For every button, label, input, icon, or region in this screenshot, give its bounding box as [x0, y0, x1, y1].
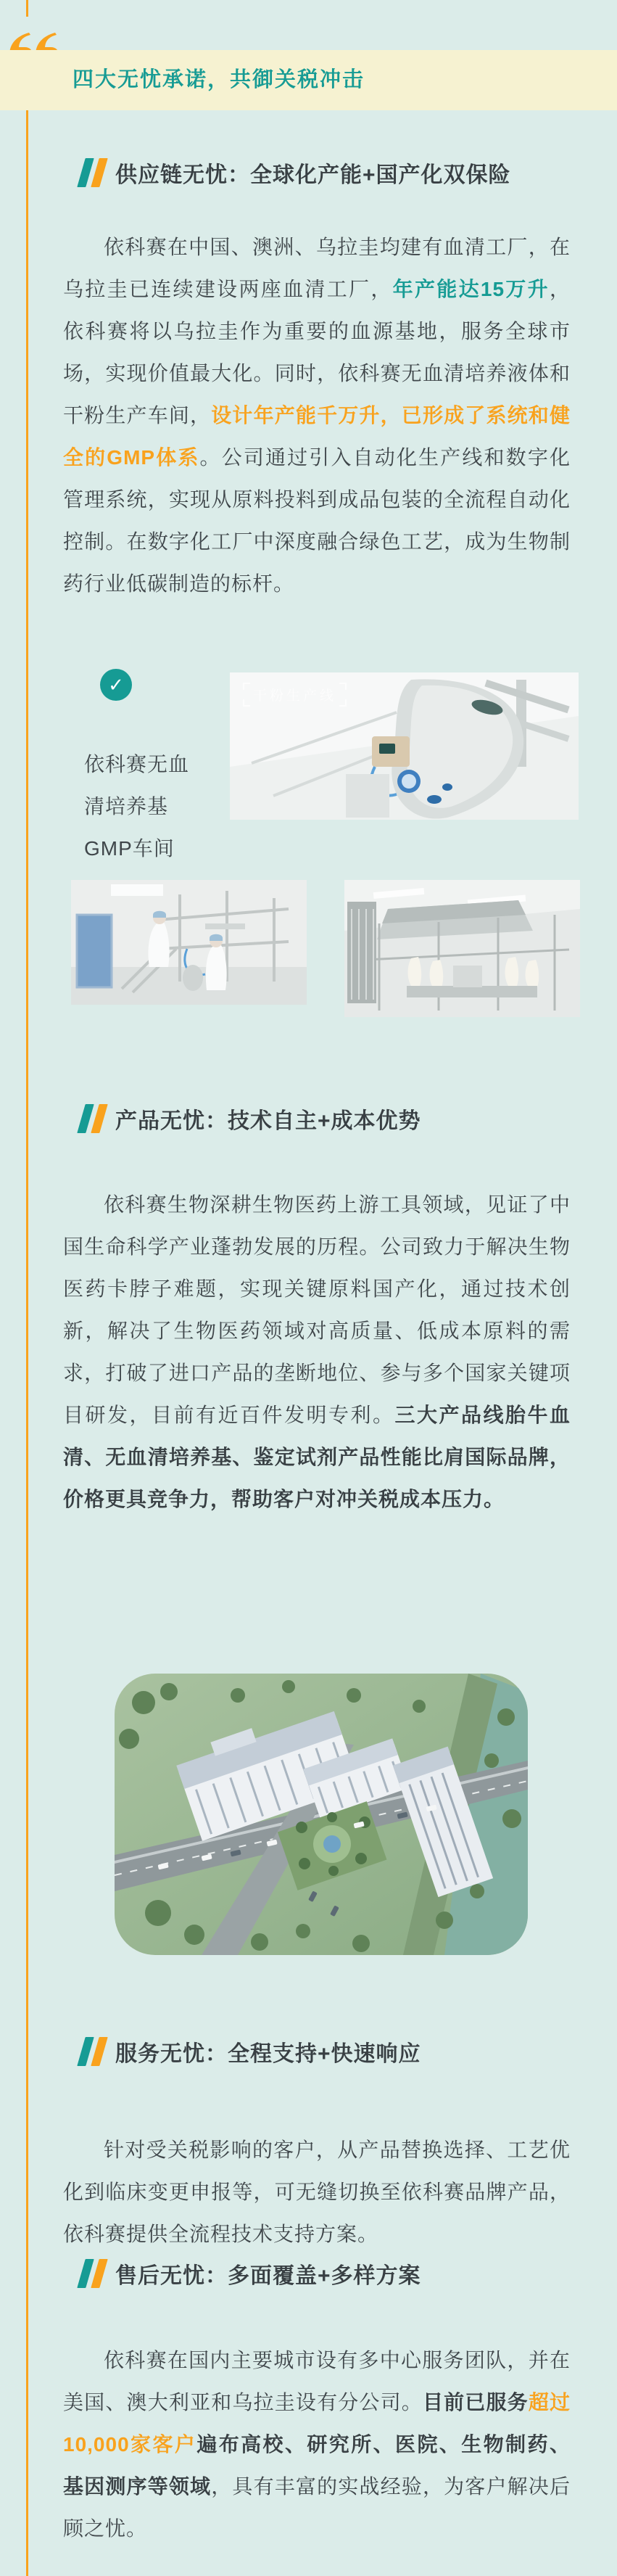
slash-icon-orange	[91, 2259, 107, 2288]
highlight-band	[0, 50, 617, 110]
page-title: 四大无忧承诺，共御关税冲击	[73, 68, 365, 91]
teal-highlight-text: 年产能达15万升	[392, 278, 550, 300]
paragraph-text: 。公司通过引入自动化生产线和数字化管理系统，实现从原料投料到成品包装的全流程自动化控制。在数字化工厂中深度融合绿色工艺，成为生物制药行业低碳制造的标杆。	[63, 446, 571, 595]
body-paragraph-service	[63, 2129, 571, 2255]
photo-cleanroom-operators[interactable]	[71, 880, 307, 1005]
body-paragraph-product	[63, 1184, 571, 1521]
gmp-workshop-caption: 依科赛无血清培养基GMP车间	[84, 753, 190, 860]
left-accent-line	[26, 78, 28, 2576]
double-slash-icon	[81, 2037, 104, 2066]
body-paragraph-aftersales	[63, 2340, 571, 2550]
paragraph-text: ，依科赛将以乌拉圭作为重要的血源基地，服务全球市场，实现价值最大化。同时，依科赛无血清培养液体和干粉生产车间，	[63, 278, 571, 427]
photo-campus-aerial[interactable]	[115, 1674, 528, 1955]
section-heading-text: 售后无忧：多面覆盖+多样方案	[115, 2264, 421, 2288]
double-slash-icon	[81, 2259, 104, 2288]
double-slash-icon	[81, 1104, 104, 1133]
bold-text: 目前已服务	[422, 2391, 529, 2414]
photo-label-text: 干粉生产线	[253, 688, 337, 704]
section-heading-text: 产品无忧：技术自主+成本优势	[115, 1109, 421, 1133]
body-paragraph-supply-chain	[63, 226, 571, 605]
bold-text: 三大产品线胎牛血清、无血清培养基、鉴定试剂产品性能比肩国际品牌，价格更具竞争力，帮助客户对冲关税成本压力。	[63, 1404, 571, 1510]
slash-icon-orange	[91, 158, 107, 187]
photo-dry-powder-line[interactable]	[230, 672, 579, 820]
section-heading-product	[81, 1103, 421, 1135]
paragraph-text: 依科赛生物深耕生物医药上游工具领域，见证了中国生命科学产业蓬勃发展的历程。公司致力于解决生物医药卡脖子难题，实现关键原料国产化，通过技术创新，解决了生物医药领域对高质量、低成本原料的需求，打破了进口产品的垄断地位、参与多个国家关键项目研发，目前有近百件发明专利。	[63, 1193, 571, 1426]
section-heading-service	[81, 2036, 421, 2067]
paragraph-text: 依科赛在国内主要城市设有多中心服务团队，并在美国、澳大利亚和乌拉圭设有分公司。	[63, 2349, 571, 2414]
paragraph-text: 依科赛在中国、澳洲、乌拉圭均建有血清工厂，在乌拉圭已连续建设两座血清工厂，	[63, 236, 571, 300]
section-heading-text: 供应链无忧：全球化产能+国产化双保险	[115, 163, 511, 187]
section-heading-text: 服务无忧：全程支持+快速响应	[115, 2042, 421, 2066]
check-icon: ✓	[100, 669, 132, 701]
photo-label	[243, 683, 347, 707]
left-accent-line-top	[26, 0, 28, 17]
orange-highlight-text: 设计年产能千万升，已形成了系统和健全的GMP体系	[63, 404, 571, 469]
paragraph-text: 针对受关税影响的客户，从产品替换选择、工艺优化到临床变更申报等，可无缝切换至依科赛品牌产品，依科赛提供全流程技术支持方案。	[63, 2139, 571, 2245]
paragraph-text: ，具有丰富的实战经验，为客户解决后顾之忧。	[63, 2475, 571, 2540]
double-slash-icon	[81, 158, 104, 187]
section-heading-supply-chain	[81, 157, 511, 189]
orange-highlight-text: 超过10,000家客户	[63, 2391, 571, 2456]
slash-icon-orange	[91, 1104, 107, 1133]
bold-text: 遍布高校、研究所、医院、生物制药、基因测序等领域	[63, 2433, 571, 2498]
section-heading-aftersales	[81, 2258, 421, 2289]
photo-cleanroom-filling-line[interactable]	[344, 880, 580, 1017]
slash-icon-orange	[91, 2037, 107, 2066]
